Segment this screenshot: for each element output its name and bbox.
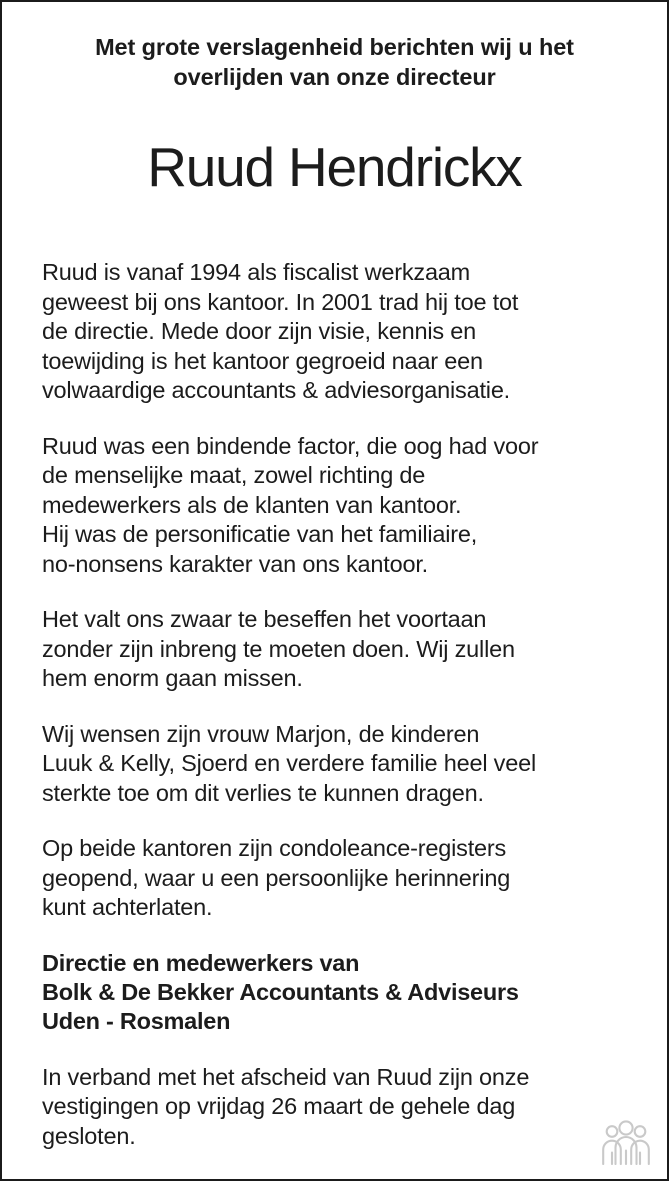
text-line: Ruud is vanaf 1994 als fiscalist werkzaam — [42, 259, 471, 285]
intro-line-2: overlijden van onze directeur — [173, 64, 496, 90]
text-line: no-nonsens karakter van ons kantoor. — [42, 550, 429, 577]
text-line: Op beide kantoren zijn condoleance-registers — [42, 835, 507, 861]
intro-line-1: Met grote verslagenheid berichten wij u het — [95, 34, 574, 60]
paragraph-character — [42, 432, 627, 580]
text-line: vestigingen op vrijdag 26 maart de gehele dag — [42, 1093, 516, 1119]
signature-company: Bolk & De Bekker Accountants & Adviseurs — [42, 978, 519, 1005]
notice-body — [42, 258, 627, 1151]
paragraph-signature — [42, 949, 627, 1036]
text-line: Hij was de personificatie van het familiaire, — [42, 521, 478, 547]
text-line: Ruud was een bindende factor, die oog had voor — [42, 432, 539, 459]
text-line: geopend, waar u een persoonlijke herinnering — [42, 864, 511, 891]
text-line: kunt achterlaten. — [42, 894, 213, 920]
text-line: toewijding is het kantoor gegroeid naar een — [42, 347, 483, 374]
signature-locations: Uden - Rosmalen — [42, 1007, 231, 1034]
text-line: In verband met het afscheid van Ruud zijn onze — [42, 1063, 530, 1090]
paragraph-condolence-registers — [42, 834, 627, 923]
intro-statement — [42, 32, 627, 92]
paragraph-closing-notice — [42, 1063, 627, 1152]
deceased-name: Ruud Hendrickx — [147, 136, 522, 198]
family-group-icon — [599, 1119, 653, 1165]
text-line: zonder zijn inbreng te moeten doen. Wij zullen — [42, 635, 515, 662]
text-line: de menselijke maat, zowel richting de — [42, 462, 426, 488]
text-line: geweest bij ons kantoor. In 2001 trad hij toe tot — [42, 288, 519, 315]
text-line: hem enorm gaan missen. — [42, 665, 303, 691]
signature-line: Directie en medewerkers van — [42, 949, 360, 976]
text-line: gesloten. — [42, 1122, 136, 1149]
paragraph-loss — [42, 605, 627, 694]
paragraph-career — [42, 258, 627, 406]
text-line: de directie. Mede door zijn visie, kennis en — [42, 318, 477, 344]
text-line: volwaardige accountants & adviesorganisatie. — [42, 377, 511, 403]
text-line: Het valt ons zwaar te beseffen het voortaan — [42, 606, 487, 632]
notice-content — [2, 2, 667, 1151]
text-line: medewerkers als de klanten van kantoor. — [42, 491, 462, 518]
text-line: Wij wensen zijn vrouw Marjon, de kinderen — [42, 720, 480, 747]
text-line: Luuk & Kelly, Sjoerd en verdere familie heel veel — [42, 750, 536, 776]
paragraph-condolences-family — [42, 720, 627, 809]
text-line: sterkte toe om dit verlies te kunnen dragen. — [42, 779, 484, 806]
